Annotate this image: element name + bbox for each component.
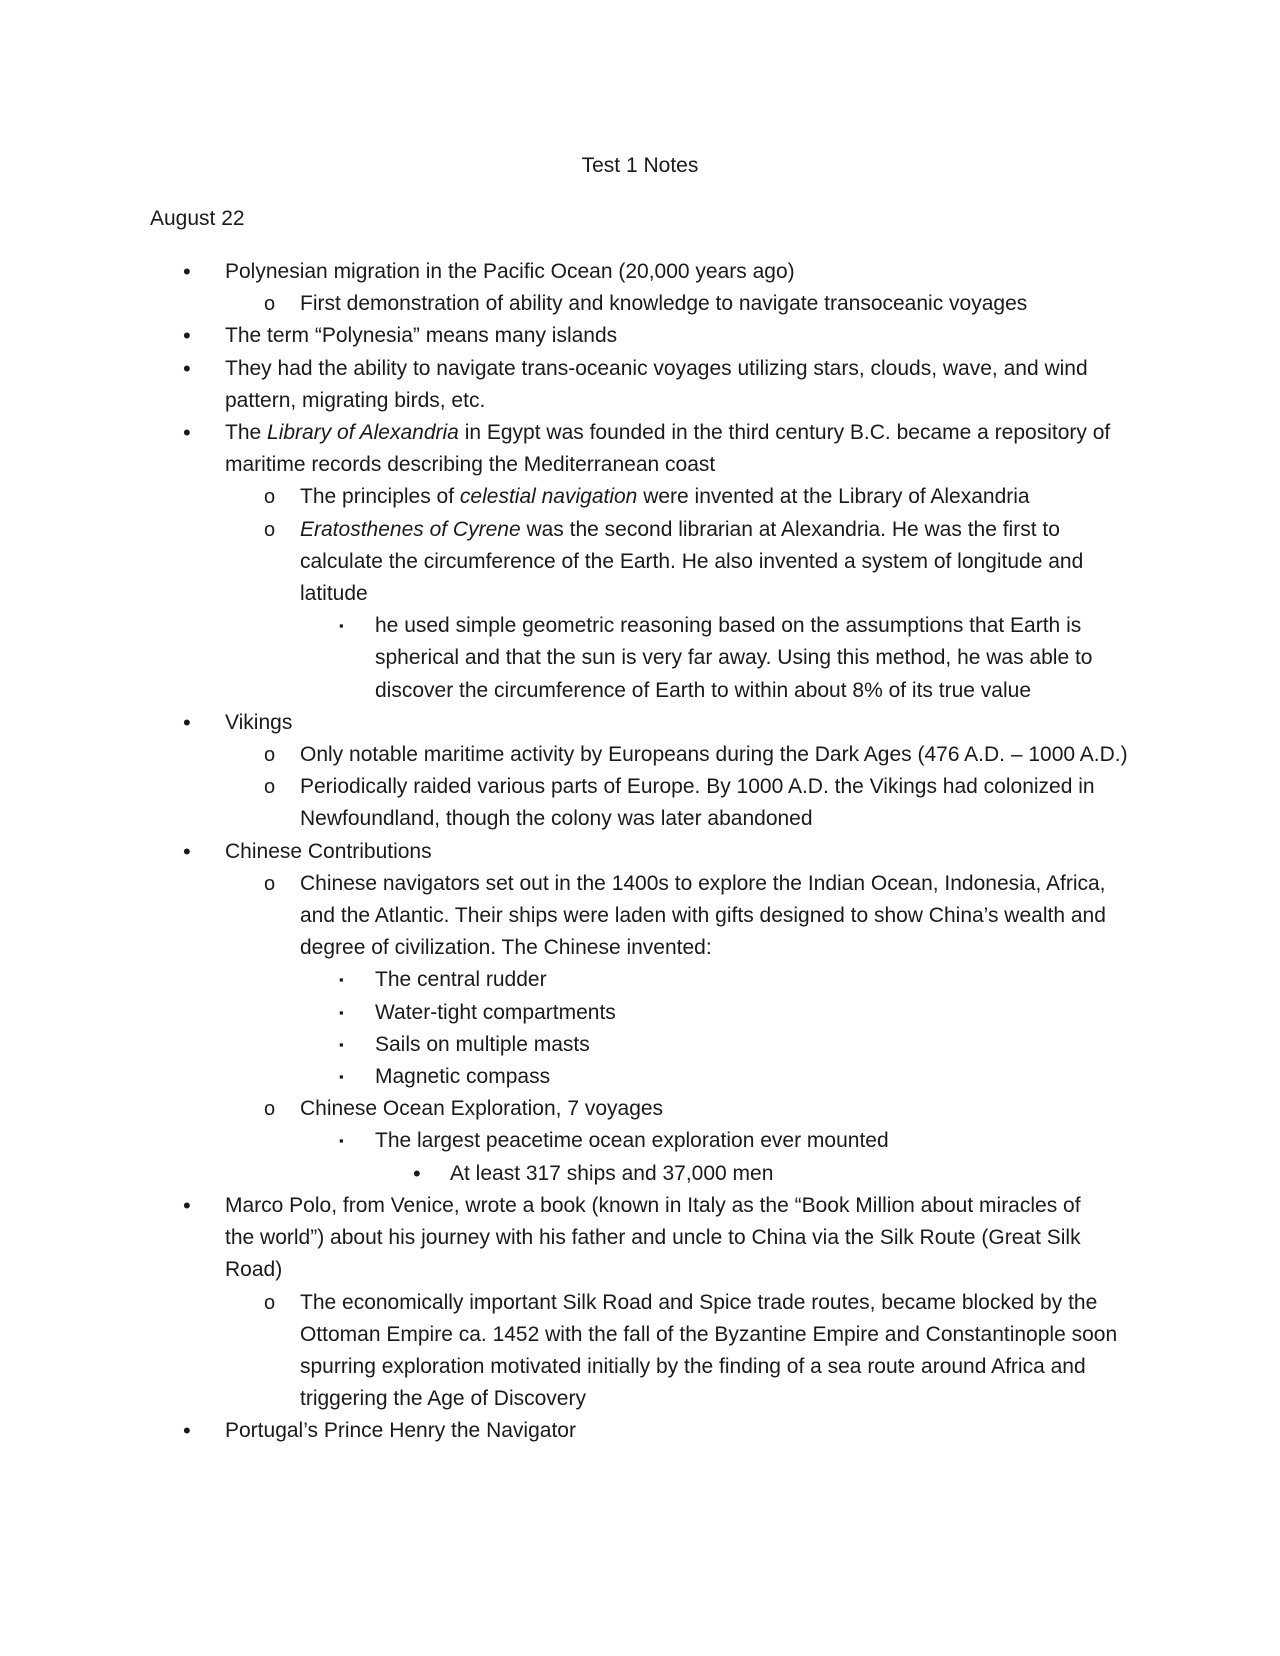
- list-item-text: [300, 775, 1095, 830]
- list-item-level-2: [0, 1287, 1130, 1416]
- list-item-text: [225, 324, 617, 347]
- list-item-level-1: [0, 1190, 1115, 1287]
- list-item-level-2: [0, 868, 1130, 965]
- bullet-marker: •: [183, 1418, 191, 1444]
- text-segment: First demonstration of ability and knowledge to navigate transoceanic voyages: [300, 292, 1028, 316]
- bullet-marker: •: [183, 709, 191, 735]
- text-segment: Water-tight compartments: [375, 1000, 616, 1024]
- bullet-marker: o: [264, 486, 276, 509]
- list-item-level-2: [0, 514, 1130, 611]
- list-item-level-1: [0, 353, 1115, 417]
- list-item-text: [300, 485, 1030, 508]
- list-item-text: [375, 968, 547, 991]
- text-segment: Chinese navigators set out in the 1400s to explore the Indian Ocean, Indonesia, Africa, and the Atlantic. Their ships were laden with gifts designed to show China’s wealth and degree of civilization. The Chinese invented:: [300, 871, 1106, 960]
- list-item-text: [225, 260, 795, 283]
- list-item-level-3: [0, 610, 1125, 707]
- list-item-level-3: [0, 1125, 1125, 1157]
- list-item-level-2: [0, 481, 1130, 513]
- list-item-level-3: [0, 964, 1125, 996]
- list-item-level-2: [0, 288, 1130, 320]
- bullet-marker: ▪: [339, 618, 344, 634]
- text-segment: The principles of: [300, 485, 460, 509]
- list-item-level-1: [0, 256, 1115, 288]
- text-segment: Only notable maritime activity by Europeans during the Dark Ages (476 A.D. – 1000 A.D.): [300, 743, 1128, 767]
- bullet-marker: ▪: [339, 1133, 344, 1149]
- bullet-marker: o: [264, 293, 276, 316]
- bullet-marker: •: [183, 1192, 191, 1218]
- list-item-text: [375, 1065, 550, 1088]
- list-item-text: [300, 292, 1027, 315]
- bullet-marker: •: [183, 259, 191, 284]
- bullet-marker: •: [183, 323, 191, 349]
- italic-term: Eratosthenes of Cyrene: [300, 517, 521, 541]
- text-segment: They had the ability to navigate trans-oceanic voyages utilizing stars, clouds, wave, and wind pattern, migrating birds, etc.: [225, 356, 1088, 412]
- bullet-marker: •: [183, 838, 191, 864]
- bullet-marker: •: [413, 1160, 421, 1186]
- list-item-level-1: [0, 417, 1115, 481]
- text-segment: The term “Polynesia” means many islands: [225, 324, 618, 348]
- list-item-text: [300, 1097, 663, 1120]
- text-segment: The central rudder: [375, 968, 547, 992]
- text-segment: Chinese Ocean Exploration, 7 voyages: [300, 1097, 664, 1121]
- list-item-text: [300, 872, 1106, 959]
- list-item-text: [300, 743, 1128, 766]
- text-segment: The economically important Silk Road and Spice trade routes, became blocked by the Ottoman Empire ca. 1452 with the fall of the Byzantine Empire and Constantinople soon spurring exploration motivated initially by the finding of a sea route around Africa and triggering the Age of Discovery: [300, 1290, 1118, 1411]
- bullet-marker: o: [264, 1291, 276, 1314]
- list-item-level-4: [0, 1158, 1130, 1190]
- text-segment: Polynesian migration in the Pacific Ocean (20,000 years ago): [225, 260, 795, 283]
- text-segment: in Egypt was founded in the third century B.C. became a repository of maritime records describing the Mediterranean coast: [225, 421, 1111, 477]
- text-segment: Sails on multiple masts: [375, 1032, 590, 1056]
- list-item-level-1: [0, 1415, 1115, 1447]
- list-item-text: [450, 1162, 773, 1185]
- text-segment: Chinese Contributions: [225, 839, 432, 863]
- list-item-text: [225, 421, 1110, 476]
- list-item-level-2: [0, 1093, 1130, 1125]
- date-heading: August 22: [150, 207, 245, 230]
- list-item-level-3: [0, 997, 1125, 1029]
- page-title: Test 1 Notes: [581, 154, 699, 177]
- list-item-text: [225, 711, 292, 734]
- bullet-marker: o: [264, 518, 276, 541]
- text-segment: Portugal’s Prince Henry the Navigator: [225, 1419, 576, 1443]
- text-segment: Periodically raided various parts of Europe. By 1000 A.D. the Vikings had colonized in Newfoundland, though the colony was later abandoned: [300, 775, 1095, 831]
- list-item-level-1: [0, 320, 1115, 352]
- italic-term: celestial navigation: [459, 485, 638, 509]
- list-item-text: [375, 1001, 616, 1024]
- list-item-text: [225, 840, 432, 863]
- bullet-marker: ▪: [339, 1004, 344, 1020]
- list-item-text: [375, 614, 1093, 701]
- bullet-marker: •: [183, 420, 191, 446]
- notes-list: [0, 256, 1280, 1448]
- list-item-text: [225, 1419, 576, 1442]
- text-segment: was the second librarian at Alexandria. He was the first to calculate the circumference of the Earth. He also invented a system of longitude and latitude: [300, 517, 1084, 606]
- text-segment: were invented at the Library of Alexandria: [637, 485, 1030, 509]
- list-item-text: [300, 1291, 1117, 1411]
- text-segment: At least 317 ships and 37,000 men: [450, 1161, 774, 1185]
- bullet-marker: o: [264, 744, 276, 767]
- bullet-marker: o: [264, 872, 276, 895]
- list-item-level-3: [0, 1029, 1125, 1061]
- list-item-level-2: [0, 771, 1130, 835]
- bullet-marker: ▪: [339, 1069, 344, 1085]
- bullet-marker: ▪: [339, 972, 344, 988]
- list-item-text: [375, 1033, 590, 1056]
- italic-term: Library of Alexandria: [267, 421, 459, 445]
- bullet-marker: ▪: [339, 1036, 344, 1052]
- text-segment: The largest peacetime ocean exploration ever mounted: [375, 1129, 889, 1153]
- bullet-marker: o: [264, 1098, 276, 1121]
- list-item-text: [225, 357, 1088, 412]
- list-item-level-3: [0, 1061, 1125, 1093]
- text-segment: he used simple geometric reasoning based on the assumptions that Earth is spherical and that the sun is very far away. Using this method, he was able to discover the circumference of Earth to within about 8% of its true value: [375, 614, 1093, 702]
- text-segment: Magnetic compass: [375, 1065, 551, 1089]
- bullet-marker: o: [264, 776, 276, 799]
- text-segment: Marco Polo, from Venice, wrote a book (known in Italy as the “Book Million about miracles of the world”) about his journey with his father and uncle to China via the Silk Route (Great Silk Road): [225, 1193, 1081, 1282]
- list-item-text: [375, 1129, 889, 1152]
- list-item-level-2: [0, 739, 1130, 771]
- list-item-level-1: [0, 836, 1115, 868]
- list-item-text: [225, 1194, 1081, 1281]
- text-segment: Vikings: [225, 710, 293, 734]
- text-segment: The: [225, 421, 268, 445]
- list-item-level-1: [0, 707, 1115, 739]
- bullet-marker: •: [183, 355, 191, 381]
- list-item-text: [300, 518, 1083, 605]
